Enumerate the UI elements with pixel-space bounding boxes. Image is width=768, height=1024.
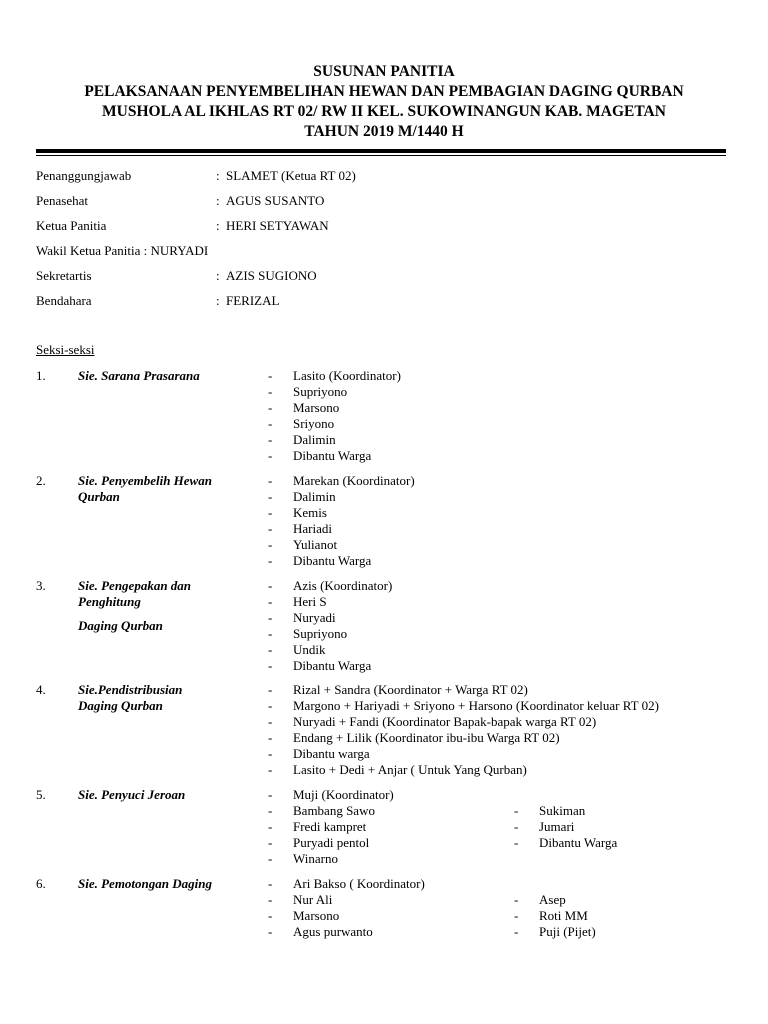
section-number: 5. [36,787,46,802]
dash: - [268,610,273,625]
section-title [78,876,212,892]
dash: - [268,368,273,383]
member-name: Dibantu Warga [293,658,372,673]
official-label: Penanggungjawab [36,168,132,183]
dash: - [268,924,273,939]
member-name: Nuryadi [293,610,336,625]
dash: - [514,892,519,907]
member-name: Agus purwanto [293,924,373,939]
header-location: MUSHOLA AL IKHLAS RT 02/ RW II KEL. SUKOWINANGUN KAB. MAGETAN [102,103,666,120]
member-name: Marsono [293,400,340,415]
member-name: Margono + Hariyadi + Sriyono + Harsono (Koordinator keluar RT 02) [293,698,659,713]
member-name: Puji (Pijet) [539,924,596,939]
member-name: Sriyono [293,416,335,431]
official-label: Penasehat [36,193,88,208]
dash: - [268,521,273,536]
dash: - [268,489,273,504]
section-number: 6. [36,876,46,891]
member-name: Dibantu warga [293,746,370,761]
header-divider-thick [36,149,726,153]
official-value: FERIZAL [226,293,280,308]
dash: - [268,553,273,568]
official-separator: : [216,193,220,208]
member-name: Asep [539,892,566,907]
section-title [78,473,212,505]
dash: - [514,803,519,818]
section-title-line: Sie.Pendistribusian [78,682,183,697]
section-title-line: Sie. Pengepakan dan [78,578,192,593]
dash: - [268,746,273,761]
document-header [0,62,768,142]
official-separator: : [216,168,220,183]
official-label: Bendahara [36,293,92,308]
official-separator: : [216,293,220,308]
dash: - [268,892,273,907]
official-value: AGUS SUSANTO [226,193,325,208]
section-number: 4. [36,682,46,697]
member-name: Nuryadi + Fandi (Koordinator Bapak-bapak warga RT 02) [293,714,597,729]
header-title: SUSUNAN PANITIA [313,63,455,80]
header-year: TAHUN 2019 M/1440 H [304,123,464,140]
dash: - [268,851,273,866]
member-name: Sukiman [539,803,586,818]
dash: - [268,762,273,777]
dash: - [268,642,273,657]
section-title-line: Sie. Penyuci Jeroan [78,787,186,802]
official-label: Ketua Panitia [36,218,107,233]
section-title [78,368,200,384]
dash: - [514,924,519,939]
official-label: Wakil Ketua Panitia : NURYADI [36,243,209,258]
member-name: Supriyono [293,626,348,641]
section-title-line: Daging Qurban [78,698,163,713]
section-title [78,787,185,803]
official-value: HERI SETYAWAN [226,218,329,233]
member-name: Jumari [539,819,575,834]
dash: - [268,698,273,713]
member-name: Dibantu Warga [539,835,618,850]
section-title-line: Qurban [78,489,120,504]
member-name: Fredi kampret [293,819,367,834]
official-row-wakil-ketua [36,243,208,259]
dash: - [268,594,273,609]
official-value: SLAMET (Ketua RT 02) [226,168,356,183]
section-number: 1. [36,368,46,383]
section-title-line: Penghitung [78,594,141,609]
dash: - [268,400,273,415]
member-name: Bambang Sawo [293,803,375,818]
official-separator: : [216,218,220,233]
member-name: Dibantu Warga [293,448,372,463]
sections-heading: Seksi-seksi [36,342,95,357]
section-title-spacer [78,610,191,618]
member-name: Puryadi pentol [293,835,370,850]
member-name: Marsono [293,908,340,923]
member-name: Dibantu Warga [293,553,372,568]
member-name: Azis (Koordinator) [293,578,393,593]
section-title [78,578,191,634]
member-name: Nur Ali [293,892,333,907]
official-label: Sekretartis [36,268,92,283]
dash: - [514,835,519,850]
member-name: Ari Bakso ( Koordinator) [293,876,425,891]
dash: - [268,473,273,488]
dash: - [514,908,519,923]
section-title-line: Sie. Penyembelih Hewan [78,473,212,488]
member-name: Hariadi [293,521,332,536]
member-name: Roti MM [539,908,588,923]
official-separator: : [216,268,220,283]
dash: - [268,432,273,447]
member-name: Dalimin [293,432,336,447]
dash: - [268,876,273,891]
member-name: Kemis [293,505,327,520]
dash: - [268,448,273,463]
section-title-line: Sie. Pemotongan Daging [78,876,212,891]
section-number: 2. [36,473,46,488]
dash: - [268,682,273,697]
member-name: Marekan (Koordinator) [293,473,415,488]
dash: - [268,835,273,850]
official-value: AZIS SUGIONO [226,268,317,283]
dash: - [268,714,273,729]
member-name: Lasito + Dedi + Anjar ( Untuk Yang Qurban) [293,762,527,777]
dash: - [268,803,273,818]
dash: - [268,416,273,431]
dash: - [268,819,273,834]
section-title-line: Sie. Sarana Prasarana [78,368,200,383]
dash: - [268,384,273,399]
dash: - [268,578,273,593]
dash: - [268,537,273,552]
member-name: Lasito (Koordinator) [293,368,401,383]
section-title [78,682,182,714]
dash: - [268,658,273,673]
dash: - [268,505,273,520]
dash: - [268,626,273,641]
dash: - [268,730,273,745]
member-name: Dalimin [293,489,336,504]
dash: - [268,787,273,802]
member-name: Endang + Lilik (Koordinator ibu-ibu Warga RT 02) [293,730,560,745]
header-divider-thin [36,155,726,156]
header-subtitle: PELAKSANAAN PENYEMBELIHAN HEWAN DAN PEMBAGIAN DAGING QURBAN [84,83,684,100]
member-name: Muji (Koordinator) [293,787,394,802]
section-number: 3. [36,578,46,593]
section-title-line: Daging Qurban [78,618,163,633]
member-name: Heri S [293,594,327,609]
member-name: Yulianot [293,537,338,552]
dash: - [268,908,273,923]
member-name: Rizal + Sandra (Koordinator + Warga RT 02) [293,682,528,697]
dash: - [514,819,519,834]
member-name: Undik [293,642,326,657]
member-name: Supriyono [293,384,348,399]
member-name: Winarno [293,851,338,866]
